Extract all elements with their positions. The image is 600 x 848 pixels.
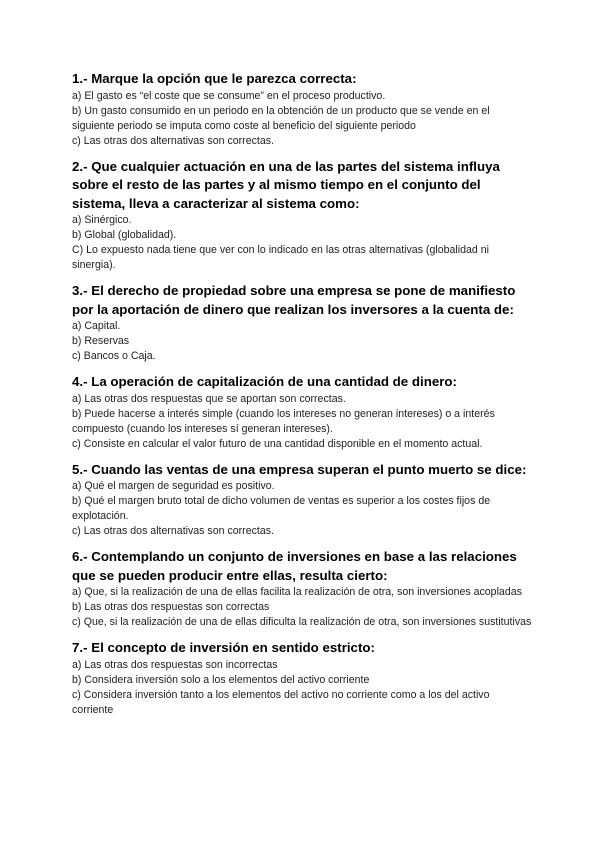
question-5 — [72, 461, 532, 540]
option-b: b) Las otras dos respuestas son correctas — [72, 601, 270, 613]
option-b: b) Considera inversión solo a los elementos del activo corriente — [72, 673, 370, 686]
option-a: a) Sinérgico. — [72, 214, 132, 226]
option-c: c) Considera inversión tanto a los elementos del activo no corriente como a los del activo corriente — [72, 688, 490, 716]
question-title: 2.- Que cualquier actuación en una de las partes del sistema influya sobre el resto de las partes y al mismo tiempo en el conjunto del sistema, lleva a caracterizar al sistema como: — [72, 158, 500, 211]
option-a: a) Que, si la realización de una de ellas facilita la realización de otra, son inversiones acopladas — [72, 586, 522, 598]
option-c: c) Consiste en calcular el valor futuro de una cantidad disponible en el momento actual. — [72, 437, 483, 450]
question-title: 5.- Cuando las ventas de una empresa superan el punto muerto se dice: — [72, 461, 527, 477]
question-title: 6.- Contemplando un conjunto de inversiones en base a las relaciones que se pueden producir entre ellas, resulta cierto: — [72, 549, 517, 583]
option-a: a) El gasto es “el coste que se consume” en el proceso productivo. — [72, 89, 386, 102]
question-6 — [72, 548, 532, 630]
question-3 — [72, 282, 532, 364]
question-4 — [72, 373, 532, 452]
option-c: c) Bancos o Caja. — [72, 350, 156, 362]
question-7 — [72, 639, 532, 718]
option-b: b) Reservas — [72, 335, 130, 347]
option-b: b) Un gasto consumido en un periodo en la obtención de un producto que se vende en el siguiente periodo se imputa como coste al beneficio del siguiente periodo — [72, 104, 490, 132]
question-title: 3.- El derecho de propiedad sobre una empresa se pone de manifiesto por la aportación de dinero que realizan los inversores a la cuenta de: — [72, 283, 516, 317]
option-c: C) Lo expuesto nada tiene que ver con lo indicado en las otras alternativas (globalidad ni sinergia). — [72, 244, 489, 271]
document-page — [72, 70, 532, 727]
option-b: b) Puede hacerse a interés simple (cuando los intereses no generan intereses) o a interés compuesto (cuando los intereses sí generan intereses). — [72, 407, 495, 435]
question-2 — [72, 158, 532, 274]
question-title: 4.- La operación de capitalización de una cantidad de dinero: — [72, 374, 457, 389]
option-b: b) Qué el margen bruto total de dicho volumen de ventas es superior a los costes fijos de explotación. — [72, 495, 491, 522]
question-title: 1.- Marque la opción que le parezca correcta: — [72, 71, 357, 86]
option-c: c) Que, si la realización de una de ellas dificulta la realización de otra, son inversiones sustitutivas — [72, 616, 532, 628]
option-a: a) Qué el margen de seguridad es positivo. — [72, 480, 275, 492]
question-title: 7.- El concepto de inversión en sentido estricto: — [72, 640, 375, 655]
question-1 — [72, 70, 532, 149]
option-a: a) Las otras dos respuestas que se aportan son correctas. — [72, 392, 346, 405]
option-b: b) Global (globalidad). — [72, 229, 177, 241]
option-c: c) Las otras dos alternativas son correctas. — [72, 134, 274, 147]
option-c: c) Las otras dos alternativas son correctas. — [72, 525, 274, 537]
option-a: a) Las otras dos respuestas son incorrectas — [72, 658, 278, 671]
option-a: a) Capital. — [72, 320, 121, 332]
